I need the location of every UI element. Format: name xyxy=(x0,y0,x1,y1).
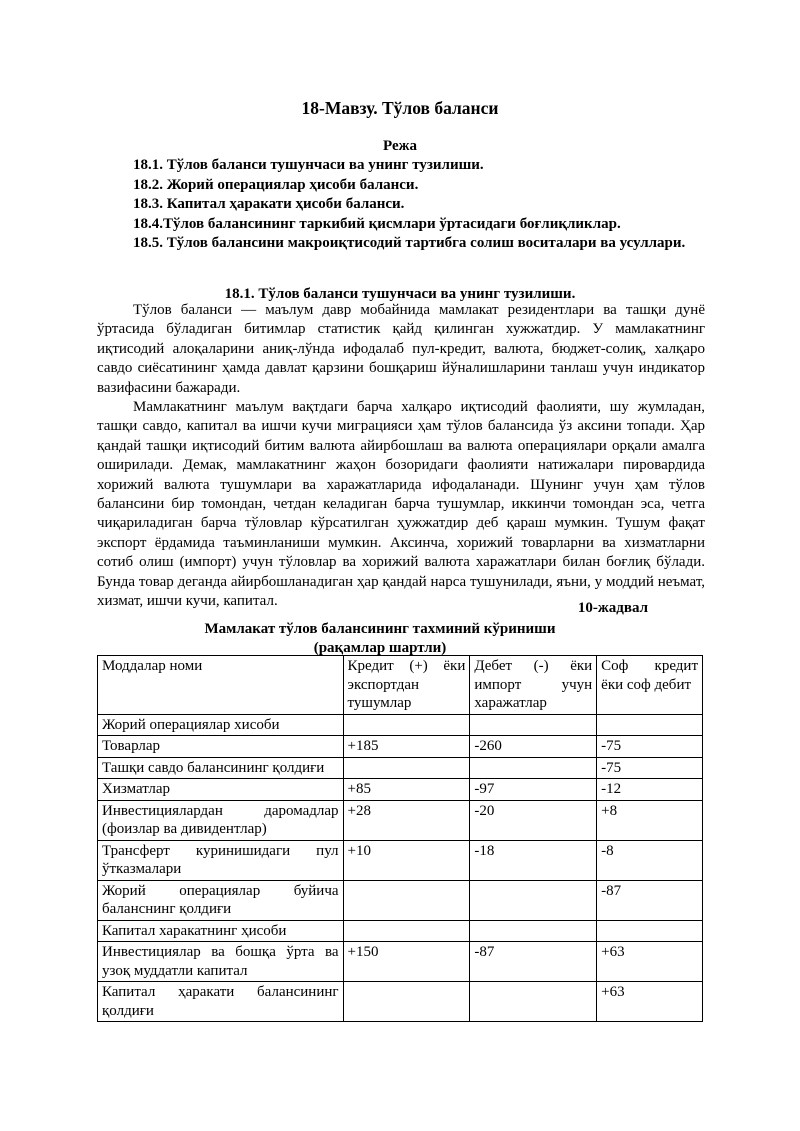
table-cell xyxy=(343,982,470,1022)
plan-item: 18.1. Тўлов баланси тушунчаси ва унинг тузилиши. xyxy=(133,157,484,173)
table-cell: Трансферт куринишидаги пул ўтказмалари xyxy=(98,840,344,880)
table-cell: Жорий операциялар хисоби xyxy=(98,714,344,736)
table-cell xyxy=(343,757,470,779)
header-cell: Дебет (-) ёки импорт учун харажатлар xyxy=(470,656,597,715)
plan-list xyxy=(97,156,705,254)
table-cell: -18 xyxy=(470,840,597,880)
table-cell: +10 xyxy=(343,840,470,880)
header-cell: Моддалар номи xyxy=(98,656,344,715)
table-cell xyxy=(470,920,597,942)
table-row xyxy=(98,880,703,920)
table-cell: +28 xyxy=(343,800,470,840)
table-row xyxy=(98,942,703,982)
table-cell: -75 xyxy=(597,736,703,758)
table-cell: Товарлар xyxy=(98,736,344,758)
table-cell: +63 xyxy=(597,982,703,1022)
table-caption-main: Мамлакат тўлов балансининг тахминий кўриниши xyxy=(204,621,556,637)
table-cell: -8 xyxy=(597,840,703,880)
table-row xyxy=(98,779,703,801)
table-cell: +85 xyxy=(343,779,470,801)
table-cell: +63 xyxy=(597,942,703,982)
table-row xyxy=(98,714,703,736)
plan-item: 18.5. Тўлов балансини макроиқтисодий тартибга солиш воситалари ва усуллари. xyxy=(133,235,686,251)
table-cell: -97 xyxy=(470,779,597,801)
table-cell: +8 xyxy=(597,800,703,840)
table-row xyxy=(98,920,703,942)
table-cell: Ташқи савдо балансининг қолдиғи xyxy=(98,757,344,779)
table-cell: -20 xyxy=(470,800,597,840)
table-cell: Инвестициялардан даромадлар (фоизлар ва дивидентлар) xyxy=(98,800,344,840)
table-cell xyxy=(470,757,597,779)
table-cell xyxy=(597,714,703,736)
plan-item: 18.3. Капитал ҳаракати ҳисоби баланси. xyxy=(133,196,405,212)
paragraph: Мамлакатнинг маълум вақтдаги барча халқаро иқтисодий фаолияти, шу жумладан, ташқи савдо, капитал ва ишчи кучи миграцияси ҳам тўлов балансида ўз аксини топади. Ҳар қандай ташқи иқтисодий битим валюта айирбошлаш ва валюта операциялари орқали амалга оширилади. Демак, мамлакатнинг жаҳон бозоридаги фаолияти натижалари пировардида хорижий валюта тушумлари ва харажатларида ифодаланади. Шунинг учун ҳам тўлов балансини бир томондан, четдан келадиган барча тушумлар, иккинчи томондан эса, четга чиқариладиган барча тўловлар кўрсатилган ҳужжатдир деб қараш мумкин. Тушум фақат экспорт ёрдамида таъминланиши мумкин. Аксинча, хорижий товарларни ва хизматларни сотиб олиш (импорт) учун тўловлар ва хорижий валюта харажатлари билан боғлиқ бўлади. Бунда товар деганда айирбошланадиган ҳар қандай нарса тушунилади, яъни, у моддий неъмат, хизмат, ишчи кучи, капитал. xyxy=(97,399,705,610)
table-row xyxy=(98,840,703,880)
paragraph: Тўлов баланси — маълум давр мобайнида мамлакат резидентлари ва ташқи дунё ўртасида бўладиган битимлар статистик қайд қилинган хужжатдир. У мамлакатнинг иқтисодий алоқаларини аниқ-лўнда ифодалаб пул-кредит, валюта, бюджет-солиқ, халқаро савдо сиёсатининг ҳамда давлат қарзини бошқариш йўналишларини танлаш учун индикатор вазифасини бажаради. xyxy=(97,302,705,396)
table-cell xyxy=(470,982,597,1022)
table-cell: +185 xyxy=(343,736,470,758)
balance-table xyxy=(97,655,703,1022)
table-cell: Капитал харакатнинг ҳисоби xyxy=(98,920,344,942)
table-cell xyxy=(470,880,597,920)
table-cell xyxy=(343,880,470,920)
table-row xyxy=(98,736,703,758)
table-cell: Капитал ҳаракати балансининг қолдиғи xyxy=(98,982,344,1022)
table-row xyxy=(98,757,703,779)
table-cell xyxy=(343,920,470,942)
table-cell xyxy=(470,714,597,736)
section-body xyxy=(97,301,705,612)
table-cell xyxy=(597,920,703,942)
table-cell xyxy=(343,714,470,736)
table-number: 10-жадвал xyxy=(577,600,648,616)
table-cell: -75 xyxy=(597,757,703,779)
plan-heading: Режа xyxy=(383,138,417,154)
plan-item: 18.4.Тўлов балансининг таркибий қисмлари ўртасидаги боғлиқликлар. xyxy=(133,215,621,232)
table-cell: -87 xyxy=(470,942,597,982)
section-heading: 18.1. Тўлов баланси тушунчаси ва унинг тузилиши. xyxy=(224,286,576,302)
table-cell: Инвестициялар ва бошқа ўрта ва узоқ муддатли капитал xyxy=(98,942,344,982)
header-cell: Соф кредит ёки соф дебит xyxy=(597,656,703,715)
header-cell: Кредит (+) ёки экспортдан тушумлар xyxy=(343,656,470,715)
table-cell: -12 xyxy=(597,779,703,801)
table-row xyxy=(98,982,703,1022)
table-caption xyxy=(0,620,760,657)
table-row xyxy=(98,800,703,840)
plan-item: 18.2. Жорий операциялар ҳисоби баланси. xyxy=(133,176,419,193)
table-cell: -260 xyxy=(470,736,597,758)
table-cell: +150 xyxy=(343,942,470,982)
table-cell: -87 xyxy=(597,880,703,920)
table-cell: Жорий операциялар буйича баланснинг қолдиғи xyxy=(98,880,344,920)
table-cell: Хизматлар xyxy=(98,779,344,801)
table-caption-sub: (рақамлар шартли) xyxy=(313,639,447,656)
document-title: 18-Мавзу. Тўлов баланси xyxy=(301,98,499,118)
table-header-row xyxy=(98,656,703,715)
